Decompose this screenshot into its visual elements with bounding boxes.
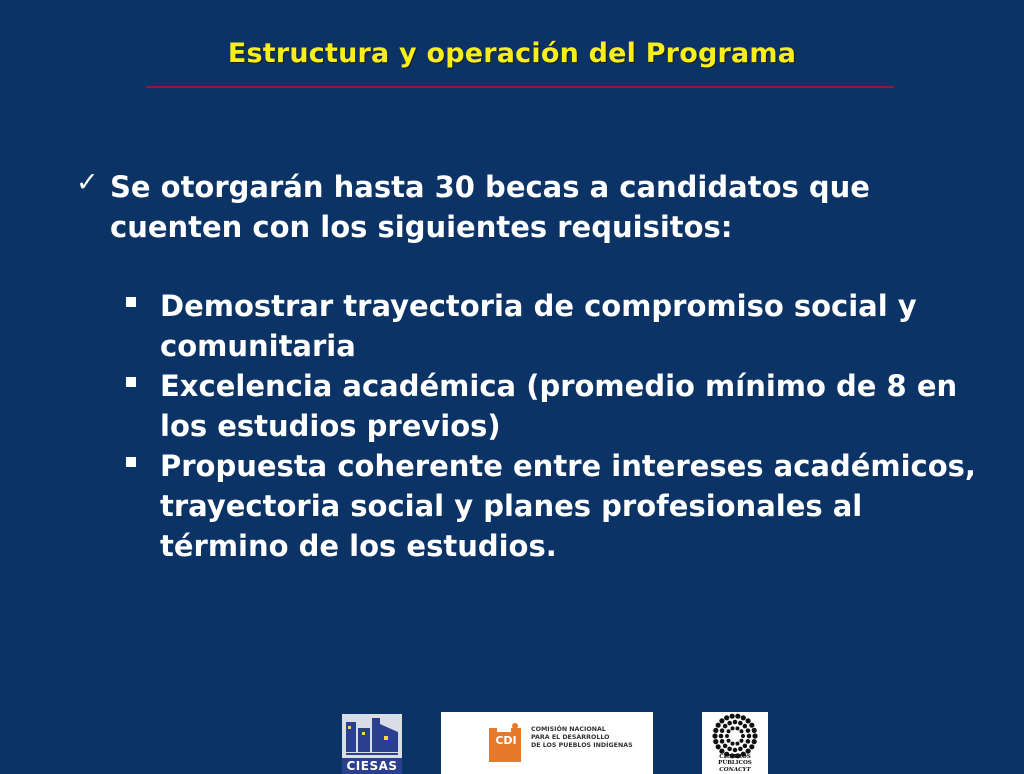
conacyt-dot — [719, 734, 724, 739]
cdi-line-2: PARA EL DESARROLLO — [531, 734, 610, 741]
conacyt-dot — [749, 723, 754, 728]
conacyt-dot — [723, 744, 728, 749]
conacyt-dot — [746, 739, 751, 744]
lead-statement: Se otorgarán hasta 30 becas a candidatos que cuenten con los siguientes requisitos: — [110, 170, 870, 244]
slide-title: Estructura y operación del Programa — [227, 38, 797, 69]
conacyt-dot — [725, 734, 729, 738]
conacyt-dot — [743, 724, 748, 729]
conacyt-dot — [741, 734, 745, 738]
ciesas-logo — [342, 714, 402, 774]
conacyt-dot — [731, 726, 735, 730]
conacyt-dot — [720, 728, 725, 733]
conacyt-dot — [727, 729, 731, 733]
conacyt-dot — [713, 728, 718, 733]
conacyt-dot — [738, 721, 743, 726]
conacyt-dot — [743, 744, 748, 749]
conacyt-dot — [716, 744, 721, 749]
conacyt-dot — [713, 739, 718, 744]
conacyt-dot — [752, 728, 757, 733]
conacyt-line-1: CENTROS PÚBLICOS — [718, 753, 752, 766]
square-bullet-icon — [126, 377, 136, 387]
conacyt-logo — [702, 712, 768, 774]
cdi-abbr: CDI — [495, 734, 517, 747]
conacyt-dot — [746, 728, 751, 733]
conacyt-dot — [749, 744, 754, 749]
conacyt-dot — [739, 729, 743, 733]
conacyt-dot — [752, 739, 757, 744]
conacyt-dot — [733, 748, 738, 753]
conacyt-dot — [723, 724, 728, 729]
ciesas-emblem-icon — [342, 714, 402, 760]
conacyt-caption — [702, 754, 768, 774]
ciesas-wordmark: CIESAS — [342, 758, 402, 774]
cdi-line-3: DE LOS PUEBLOS INDÍGENAS — [531, 742, 633, 749]
check-icon: ✓ — [76, 167, 99, 198]
conacyt-dot — [747, 734, 752, 739]
square-bullet-icon — [126, 457, 136, 467]
conacyt-dot — [727, 721, 732, 726]
conacyt-dot — [719, 718, 724, 723]
conacyt-dot — [738, 747, 743, 752]
conacyt-dot — [712, 733, 717, 738]
cdi-logo — [441, 712, 653, 774]
cdi-caption — [531, 726, 649, 750]
conacyt-dot — [730, 714, 735, 719]
conacyt-dot — [724, 715, 729, 720]
logo-strip — [0, 712, 1024, 774]
conacyt-line-2: CONACYT — [719, 766, 751, 773]
conacyt-dot — [733, 720, 738, 725]
bullet-item-2: Excelencia académica (promedio mínimo de 8 en los estudios previos) — [160, 369, 958, 443]
conacyt-dot — [735, 742, 739, 746]
conacyt-dot — [731, 742, 735, 746]
title-divider — [146, 86, 894, 88]
conacyt-dot — [741, 715, 746, 720]
cdi-line-1: COMISIÓN NACIONAL — [531, 726, 606, 733]
conacyt-dot — [716, 723, 721, 728]
square-bullet-icon — [126, 297, 136, 307]
conacyt-dot — [735, 714, 740, 719]
conacyt-dot — [727, 739, 731, 743]
conacyt-dot — [727, 747, 732, 752]
conacyt-dot — [752, 733, 757, 738]
conacyt-dot — [739, 739, 743, 743]
bullet-item-3: Propuesta coherente entre intereses académicos, trayectoria social y planes profesionales al término de los estudios. — [160, 449, 976, 563]
bullet-item-1: Demostrar trayectoria de compromiso social y comunitaria — [160, 289, 917, 363]
conacyt-dot — [746, 718, 751, 723]
conacyt-dot — [720, 739, 725, 744]
conacyt-dot — [735, 726, 739, 730]
